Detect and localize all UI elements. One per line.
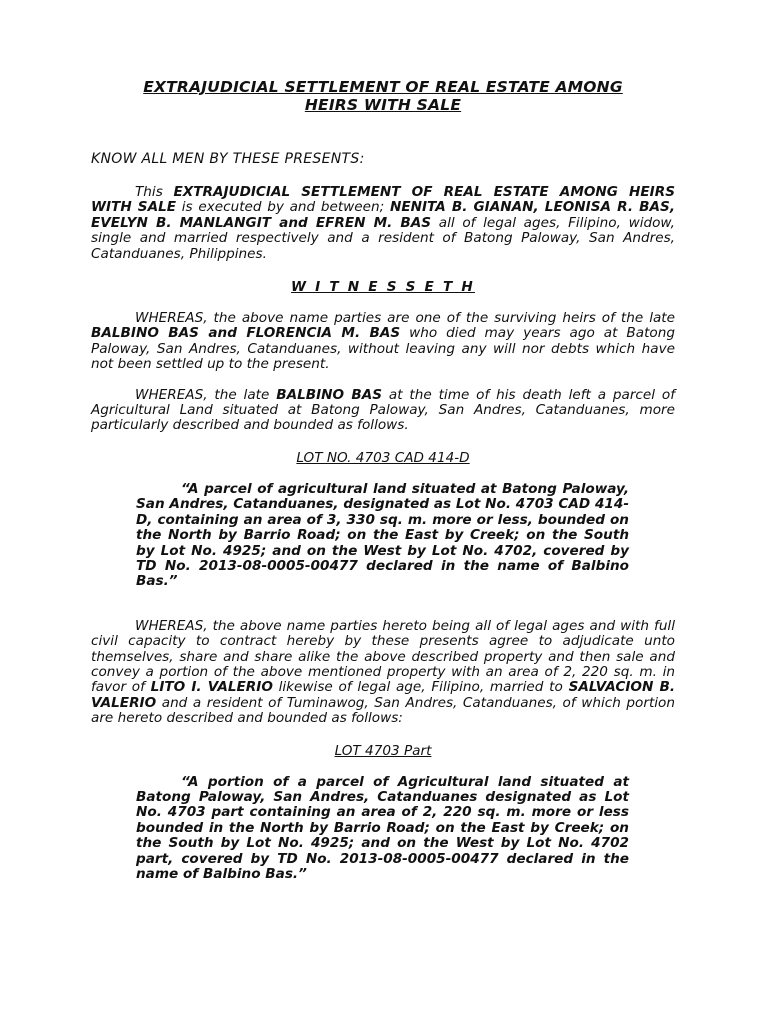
whereas-sale-text-2: likewise of legal age, Filipino, married to — [272, 679, 569, 696]
whereas-parcel-paragraph — [91, 388, 675, 434]
title-line-1: EXTRAJUDICIAL SETTLEMENT OF REAL ESTATE AMONG — [143, 78, 623, 96]
parties-paragraph — [91, 185, 675, 262]
parties-text-1: This — [135, 184, 174, 200]
heirs-names: NENITA B. GIANAN, LEONISA R. BAS, EVELYN B. MANLANGIT and EFREN M. BAS — [91, 199, 675, 231]
decedent-name: BALBINO BAS — [276, 386, 383, 403]
whereas-sale-text-3: and a resident of Tuminawog, San Andres, Catanduanes, of which portion are hereto described and bounded as follows: — [91, 694, 675, 727]
parties-text-3: all of legal ages, Filipino, widow, single and married respectively and a resident of Batong Paloway, San Andres, Catanduanes, Philippines. — [91, 214, 675, 262]
whereas-sale-text-1: WHEREAS, the above name parties hereto being all of legal ages and with full civil capacity to contract hereby by these presents agree to adjudicate unto themselves, share and share alike the above described property and then sale and convey a portion of the above mentioned property with an area of 2, 220 sq. m. in favor of — [91, 617, 675, 696]
parties-text-2: is executed by and between; — [176, 199, 390, 216]
lot-1-heading: LOT NO. 4703 CAD 414-D — [296, 449, 470, 466]
spacer — [91, 373, 675, 388]
spacer — [91, 590, 675, 619]
whereas-heirs-text-2: who died may years ago at Batong Paloway, San Andres, Catanduanes, without leaving any will nor debts which have not been settled up to the present. — [91, 325, 675, 373]
whereas-sale-paragraph — [91, 619, 675, 727]
whereas-heirs-text-1: WHEREAS, the above name parties are one of the surviving heirs of the late — [135, 310, 675, 327]
whereas-parcel-text-1: WHEREAS, the late — [135, 386, 277, 403]
lot-2-description: “A portion of a parcel of Agricultural land situated at Batong Paloway, San Andres, Catanduanes designated as Lot No. 4703 part containing an area of 2, 220 sq. m. more or less bounded in the North by Barrio Road; on the East by Creek; on the South by Lot No. 4925; and on the West by Lot No. 4702 part, covered by TD No. 2013-08-0005-00477 declared in the name of Balbino Bas.” — [136, 773, 629, 882]
lot-1-description: “A parcel of agricultural land situated at Batong Paloway, San Andres, Catanduanes, designated as Lot No. 4703 CAD 414-D, containing an area of 3, 330 sq. m. more or less, bounded on the North by Barrio Road; on the East by Creek; on the South by Lot No. 4925; and on the West by Lot No. 4702, covered by TD No. 2013-08-0005-00477 declared in the name of Balbino Bas.” — [136, 480, 629, 590]
deceased-names: BALBINO BAS and FLORENCIA M. BAS — [91, 325, 401, 342]
intro-heading: KNOW ALL MEN BY THESE PRESENTS: — [91, 151, 365, 167]
buyer-name: LITO I. VALERIO — [150, 679, 273, 696]
whereas-heirs-paragraph — [91, 311, 675, 373]
document-title — [91, 78, 675, 114]
whereas-parcel-text-2: at the time of his death left a parcel of Agricultural Land situated at Batong Paloway, San Andres, Catanduanes, more particularly described and bounded as follows. — [91, 386, 675, 434]
buyer-spouse-name: SALVACION B. VALERIO — [91, 679, 676, 711]
lot-2-heading: LOT 4703 Part — [334, 742, 432, 759]
deed-name: EXTRAJUDICIAL SETTLEMENT OF REAL ESTATE AMONG HEIRS WITH SALE — [91, 184, 675, 216]
title-line-2: HEIRS WITH SALE — [304, 96, 462, 114]
witnesseth-heading: W I T N E S S E T H — [291, 279, 475, 296]
